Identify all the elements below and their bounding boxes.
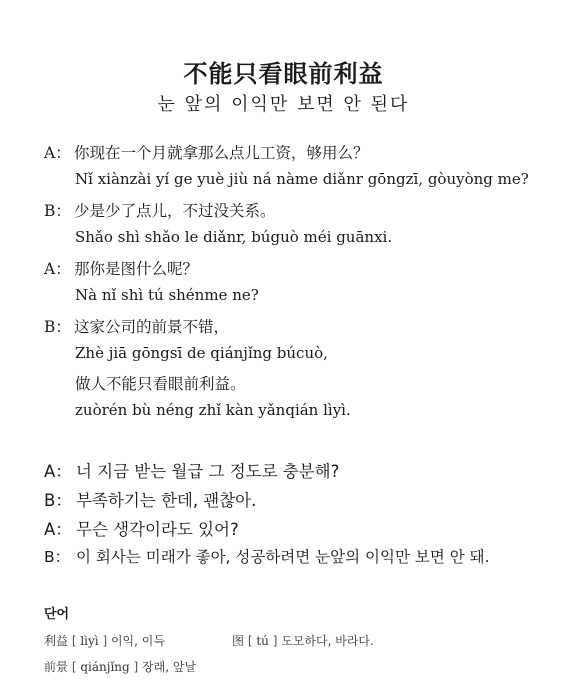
vocab-word: 前景 (44, 660, 69, 674)
dialogue-line-4-continued: 做人不能只看眼前利益。 (75, 375, 246, 393)
speaker-label: B： (44, 548, 71, 566)
vocab-meaning: 장래, 앞날 (142, 660, 197, 674)
dialogue-line-4 (44, 315, 229, 337)
vocab-meaning: 도모하다, 바라다. (281, 634, 374, 648)
translation-text: 부족하기는 한데, 괜찮아. (76, 491, 257, 510)
vocab-item: 图 [ tú ] 도모하다, 바라다. (232, 634, 374, 648)
vocab-meaning: 이익, 이득 (110, 634, 165, 648)
vocab-word: 利益 (44, 634, 69, 648)
speaker-label: A： (44, 260, 71, 278)
chinese-text: 那你是图什么呢？ (74, 260, 199, 278)
title-korean: 눈 앞의 이익만 보면 안 된다 (157, 94, 410, 115)
vocab-item: 利益 [ lìyì ] 이익, 이득 (44, 634, 165, 648)
vocab-word: 图 (232, 634, 245, 648)
chinese-text: 这家公司的前景不错， (74, 318, 230, 336)
title-chinese: 不能只看眼前利益 (183, 59, 384, 88)
vocab-pinyin: qiánjǐng (80, 660, 130, 674)
chinese-text: 你现在一个月就拿那么点儿工资，够用么？ (74, 144, 369, 162)
chinese-text: 少是少了点儿，不过没关系。 (74, 202, 276, 220)
dialogue-line-3 (44, 257, 198, 279)
speaker-label: A： (44, 462, 72, 481)
translation-line-3 (44, 516, 239, 540)
translation-text: 너 지금 받는 월급 그 정도로 충분해? (76, 462, 340, 481)
dialogue-line-2 (44, 199, 276, 221)
pinyin-line-4-continued: zuòrén bù néng zhǐ kàn yǎnqián lìyì. (75, 401, 351, 419)
translation-line-4 (44, 545, 490, 567)
vocab-pinyin: lìyì (80, 634, 99, 648)
speaker-label: B： (44, 318, 71, 336)
dialogue-line-1 (44, 141, 369, 163)
translation-text: 이 회사는 미래가 좋아, 성공하려면 눈앞의 이익만 보면 안 돼. (76, 548, 490, 566)
pinyin-line-3: Nà nǐ shì tú shénme ne? (75, 286, 259, 304)
translation-line-2 (44, 487, 256, 511)
pinyin-line-4: Zhè jiā gōngsī de qiánjǐng búcuò, (75, 344, 328, 362)
vocab-pinyin: tú (256, 634, 269, 648)
vocab-item: 前景 [ qiánjǐng ] 장래, 앞날 (44, 660, 197, 674)
translation-text: 무슨 생각이라도 있어? (76, 520, 239, 539)
pinyin-line-1: Nǐ xiànzài yí ge yuè jiù ná nàme diǎnr gōngzī, gòuyòng me? (75, 170, 529, 188)
speaker-label: B： (44, 491, 72, 510)
speaker-label: A： (44, 144, 71, 162)
translation-line-1 (44, 458, 339, 482)
speaker-label: A： (44, 520, 72, 539)
speaker-label: B： (44, 202, 71, 220)
pinyin-line-2: Shǎo shì shǎo le diǎnr, búguò méi guānxi. (75, 228, 393, 246)
vocab-heading: 단어 (44, 607, 70, 622)
